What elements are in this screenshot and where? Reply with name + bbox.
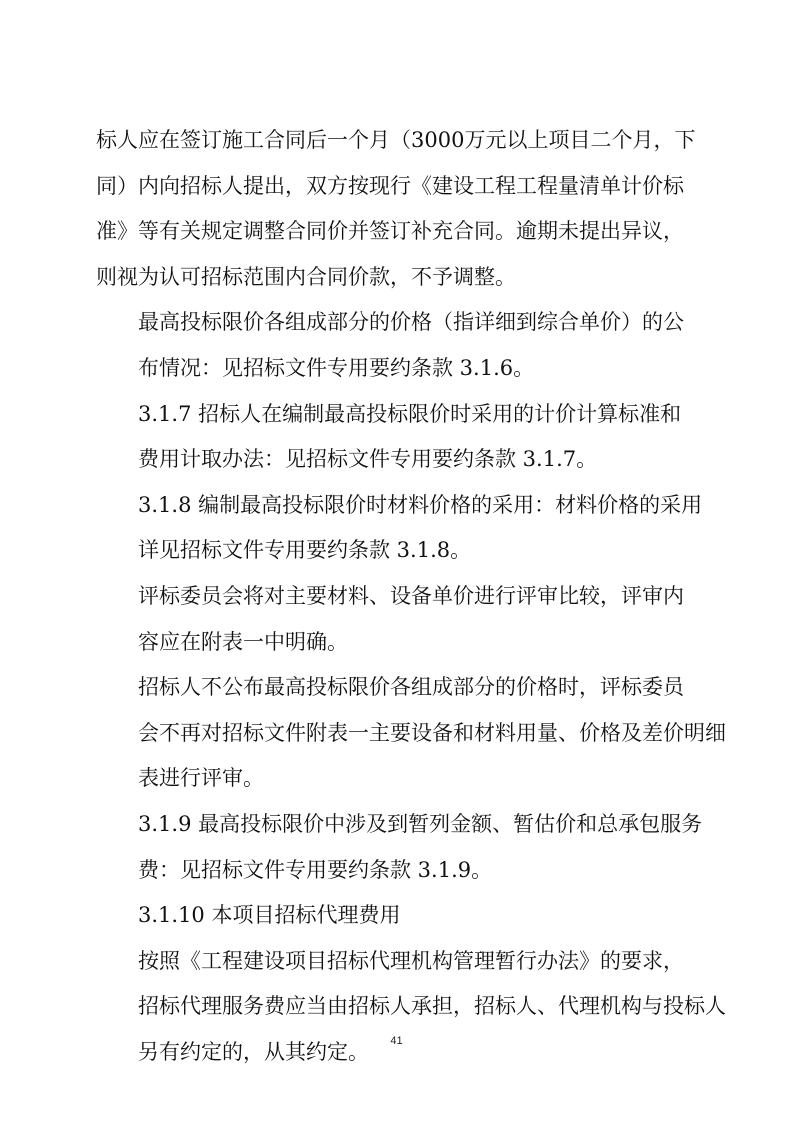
- paragraph: [96, 665, 726, 802]
- text-line: 3.1.8 编制最高投标限价时材料价格的采用：材料价格的采用: [138, 492, 703, 517]
- paragraph: [96, 392, 700, 483]
- text-line: 3.1.7 招标人在编制最高投标限价时采用的计价计算标准和: [138, 401, 682, 426]
- paragraph: [96, 300, 700, 391]
- page-number: 41: [390, 1035, 403, 1047]
- text-line: 同）内向招标人提出，双方按现行《建设工程工程量清单计价标: [96, 173, 684, 198]
- text-line: 费：见招标文件专用要约条款 3.1.9。: [138, 857, 493, 882]
- paragraph: [96, 939, 726, 1076]
- text-line: 按照《工程建设项目招标代理机构管理暂行办法》的要求，: [138, 948, 684, 973]
- text-line: 招标人不公布最高投标限价各组成部分的价格时，评标委员: [138, 675, 684, 700]
- text-line: 评标委员会将对主要材料、设备单价进行评审比较，评审内: [138, 583, 684, 608]
- paragraph: [96, 893, 700, 939]
- text-line: 详见招标文件专用要约条款 3.1.8。: [138, 538, 472, 563]
- text-line: 标人应在签订施工合同后一个月（3000万元以上项目二个月，下: [96, 128, 696, 152]
- text-line: 最高投标限价各组成部分的价格（指详细到综合单价）的公: [138, 310, 684, 335]
- text-line: 3.1.9 最高投标限价中涉及到暂列金额、暂估价和总承包服务: [138, 811, 703, 836]
- paragraph: [96, 483, 703, 574]
- text-line: 招标代理服务费应当由招标人承担，招标人、代理机构与投标人: [138, 994, 726, 1019]
- paragraph: [96, 118, 700, 300]
- text-line: 准》等有关规定调整合同价并签订补充合同。逾期未提出异议，: [96, 219, 684, 244]
- text-line: 表进行评审。: [138, 766, 264, 791]
- paragraph: [96, 802, 703, 893]
- paragraph: [96, 574, 700, 665]
- document-body: [96, 118, 726, 1075]
- text-line: 会不再对招标文件附表一主要设备和材料用量、价格及差价明细: [138, 720, 726, 745]
- text-line: 费用计取办法：见招标文件专用要约条款 3.1.7。: [138, 447, 598, 472]
- text-line: 另有约定的，从其约定。: [138, 1039, 369, 1064]
- text-line: 容应在附表一中明确。: [138, 629, 348, 654]
- text-line: 布情况：见招标文件专用要约条款 3.1.6。: [138, 355, 535, 380]
- text-line: 3.1.10 本项目招标代理费用: [138, 903, 401, 928]
- text-line: 则视为认可招标范围内合同价款，不予调整。: [96, 264, 516, 289]
